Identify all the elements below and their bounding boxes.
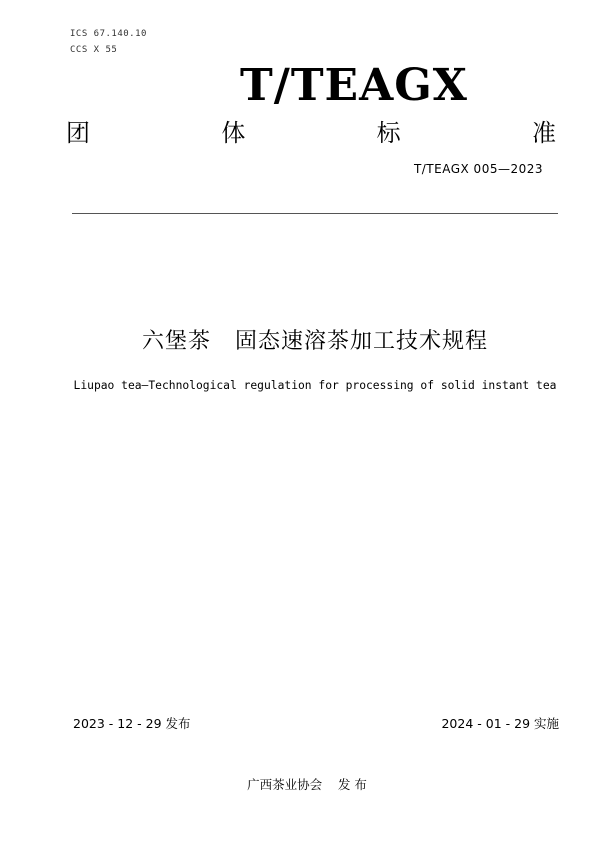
ccs-code: CCS X 55 (70, 45, 118, 55)
title-chinese: 六堡茶 固态速溶茶加工技术规程 (142, 329, 488, 354)
organization-code: T/TEAGX (240, 60, 468, 111)
title-english: Liupao tea—Technological regulation for processing of solid instant tea (73, 379, 557, 392)
standard-type-char: 标 (376, 119, 401, 147)
standard-type-char: 团 (66, 119, 90, 147)
implementation-date: 2024 - 01 - 29 实施 (441, 716, 559, 731)
standard-type-char: 体 (221, 119, 246, 147)
publisher: 广西茶业协会 发 布 (247, 777, 367, 792)
standard-type-char: 准 (531, 119, 556, 147)
standard-number: T/TEAGX 005—2023 (413, 162, 543, 176)
issue-date: 2023 - 12 - 29 发布 (73, 716, 191, 731)
standard-type-label (66, 115, 556, 151)
header-divider (72, 213, 558, 214)
ics-code: ICS 67.140.10 (70, 29, 147, 39)
